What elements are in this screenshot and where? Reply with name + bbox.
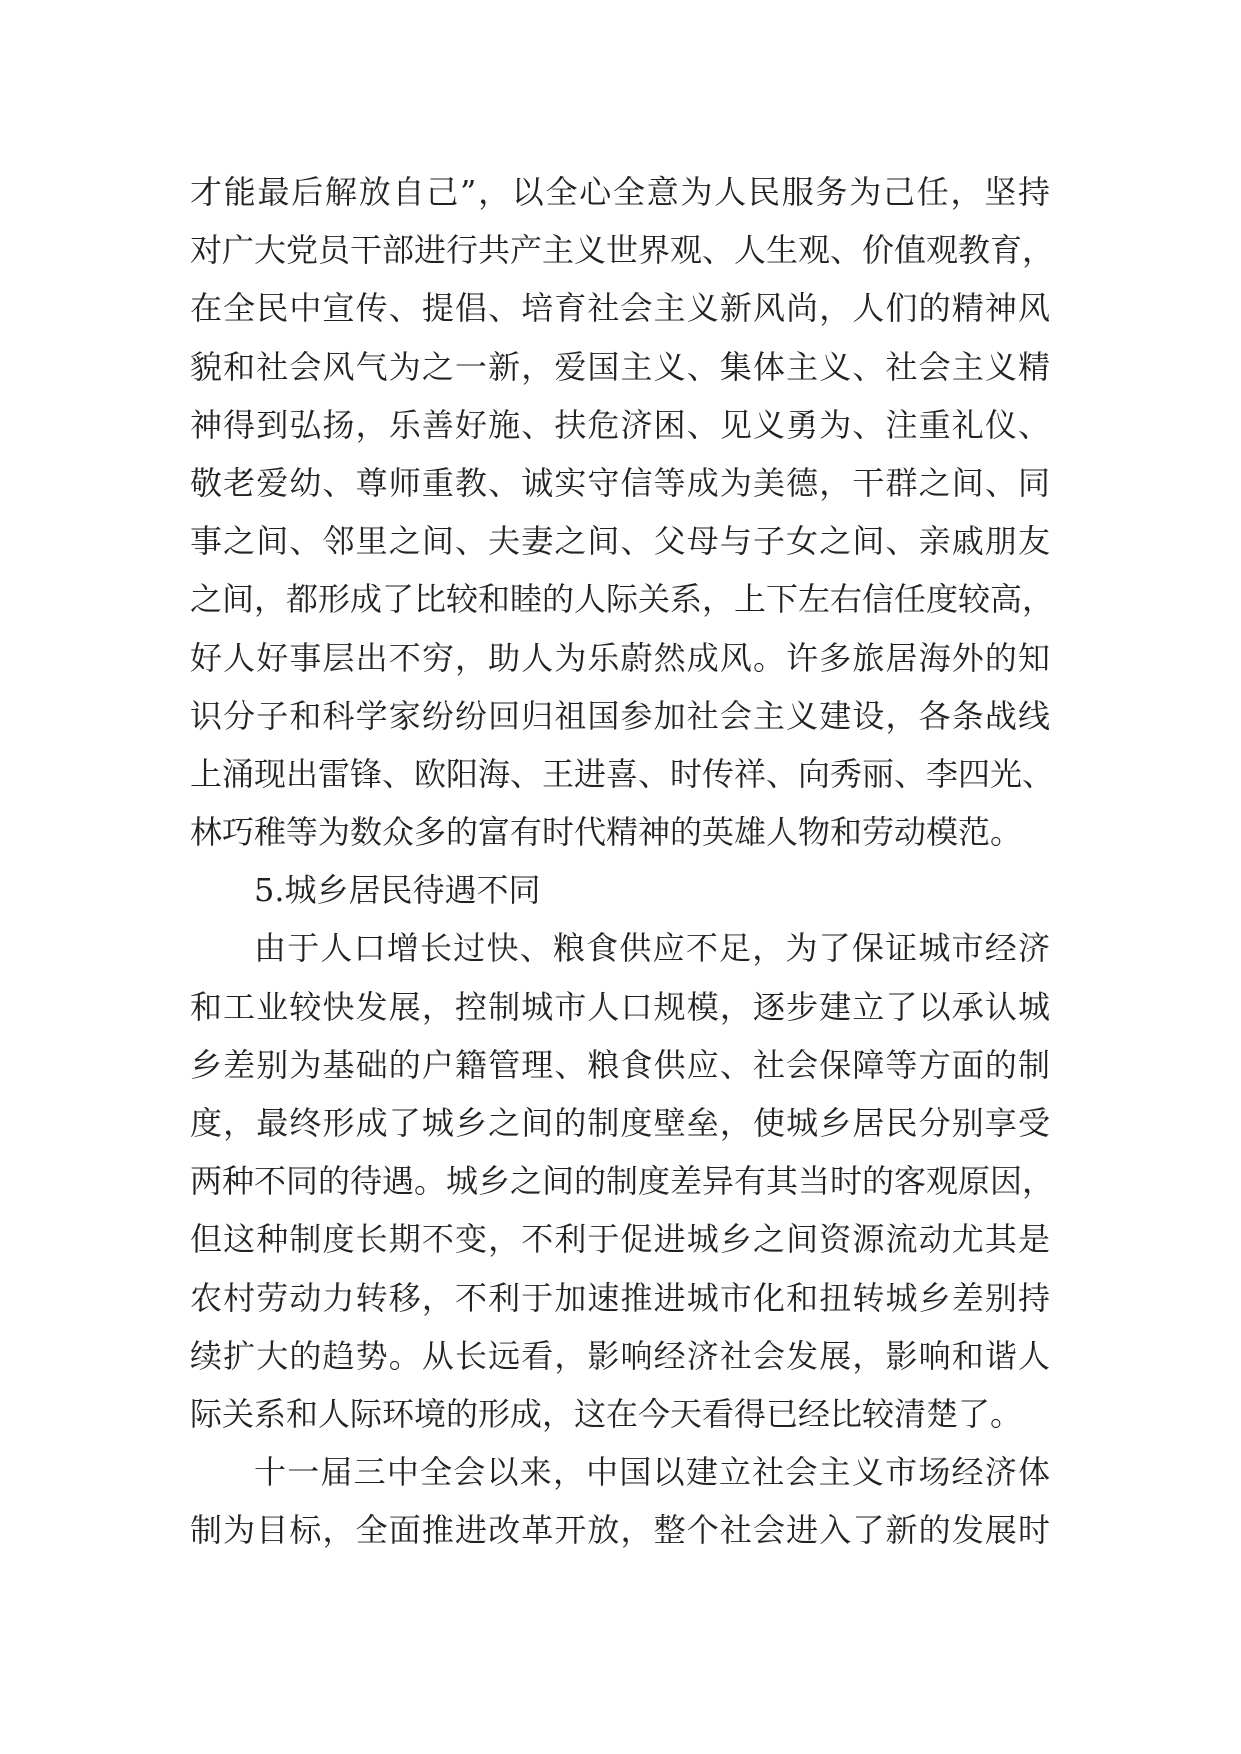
text-line: 制为目标，全面推进改革开放，整个社会进入了新的发展时 (190, 1511, 1050, 1550)
text-line: 十一届三中全会以来，中国以建立社会主义市场经济体 (254, 1453, 1050, 1492)
text-line: 好人好事层出不穷，助人为乐蔚然成风。许多旅居海外的知 (190, 638, 1050, 677)
text-line: 由于人口增长过快、粮食供应不足，为了保证城市经济 (254, 929, 1050, 968)
text-line: 乡差别为基础的户籍管理、粮食供应、社会保障等方面的制 (190, 1045, 1050, 1084)
text-line: 才能最后解放自己”，以全心全意为人民服务为己任，坚持 (190, 173, 1050, 211)
text-line: 和工业较快发展，控制城市人口规模，逐步建立了以承认城 (190, 987, 1050, 1026)
text-line: 农村劳动力转移，不利于加速推进城市化和扭转城乡差别持 (190, 1278, 1050, 1317)
text-line: 识分子和科学家纷纷回归祖国参加社会主义建设，各条战线 (190, 696, 1050, 735)
text-line: 事之间、邻里之间、夫妻之间、父母与子女之间、亲戚朋友 (190, 522, 1050, 561)
text-line: 之间，都形成了比较和睦的人际关系，上下左右信任度较高， (190, 580, 1055, 619)
text-line: 上涌现出雷锋、欧阳海、王进喜、时传祥、向秀丽、李四光、 (190, 754, 1055, 793)
text-line: 续扩大的趋势。从长远看，影响经济社会发展，影响和谐人 (190, 1336, 1050, 1375)
document-page (190, 163, 1055, 1560)
text-line: 神得到弘扬，乐善好施、扶危济困、见义勇为、注重礼仪、 (190, 405, 1050, 444)
text-line: 貌和社会风气为之一新，爱国主义、集体主义、社会主义精 (190, 347, 1050, 386)
text-line: 两种不同的待遇。城乡之间的制度差异有其当时的客观原因， (190, 1162, 1055, 1201)
section-heading: 5.城乡居民待遇不同 (254, 871, 541, 910)
text-line: 在全民中宣传、提倡、培育社会主义新风尚，人们的精神风 (190, 289, 1050, 328)
text-line: 林巧稚等为数众多的富有时代精神的英雄人物和劳动模范。 (190, 813, 1023, 852)
text-line: 际关系和人际环境的形成，这在今天看得已经比较清楚了。 (190, 1394, 1023, 1433)
text-line: 对广大党员干部进行共产主义世界观、人生观、价值观教育， (190, 231, 1055, 270)
text-line: 度，最终形成了城乡之间的制度壁垒，使城乡居民分别享受 (190, 1104, 1050, 1142)
text-line: 敬老爱幼、尊师重教、诚实守信等成为美德，干群之间、同 (190, 463, 1050, 502)
text-line: 但这种制度长期不变，不利于促进城乡之间资源流动尤其是 (190, 1220, 1050, 1259)
